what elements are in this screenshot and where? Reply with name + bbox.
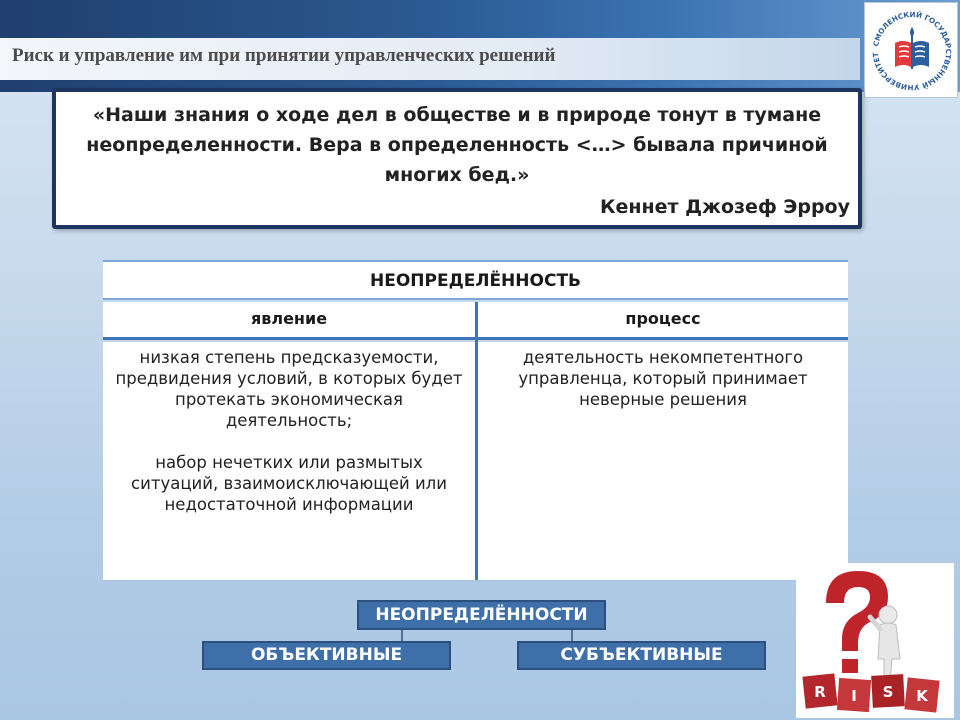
risk-letter-k: K [916, 687, 928, 705]
diagram-node-subjective: СУБЪЕКТИВНЫЕ [517, 641, 766, 670]
quote-box [52, 88, 862, 229]
risk-letter-s: S [882, 683, 894, 701]
risk-illustration [796, 563, 954, 718]
slide-title: Риск и управление им при принятии управленческих решений [12, 45, 556, 66]
column-header-phenomenon: явление [103, 302, 475, 340]
risk-letter-r: R [814, 683, 826, 701]
quote-text: «Наши знания о ходе дел в обществе и в природе тонут в тумане неопределенности. Вера в определенность <…> бывала причиной многих бед.» [86, 104, 828, 186]
cell-paragraph: деятельность некомпетентного управленца, который принимает неверные решения [518, 348, 808, 409]
quote-author: Кеннет Джозеф Эрроу [599, 196, 850, 218]
uncertainty-table [103, 260, 848, 582]
risk-letter-i: I [851, 687, 857, 705]
logo-ring-text: СМОЛЕНСКИЙ ГОСУДАРСТВЕННЫЙ УНИВЕРСИТЕТ [870, 9, 954, 93]
diagram-root-node: НЕОПРЕДЕЛЁННОСТИ [357, 600, 606, 630]
column-header-process: процесс [478, 302, 848, 340]
connector-line [401, 630, 403, 641]
cell-paragraph: низкая степень предсказуемости, предвидения условий, в которых будет протекать экономическая деятельность; [115, 348, 463, 430]
diagram-node-objective: ОБЪЕКТИВНЫЕ [202, 641, 451, 670]
table-cell-process [478, 342, 848, 582]
table-bottom-line [103, 580, 848, 582]
university-logo [864, 2, 958, 98]
column-divider [475, 302, 478, 582]
table-header: НЕОПРЕДЕЛЁННОСТЬ [103, 260, 848, 300]
risk-question-figure-icon [796, 563, 954, 718]
table-cell-phenomenon [103, 342, 475, 582]
university-book-logo-icon [865, 3, 959, 99]
cell-paragraph: набор нечетких или размытых ситуаций, взаимоисключающей или недостаточной информации [131, 453, 447, 514]
connector-line [571, 630, 573, 641]
